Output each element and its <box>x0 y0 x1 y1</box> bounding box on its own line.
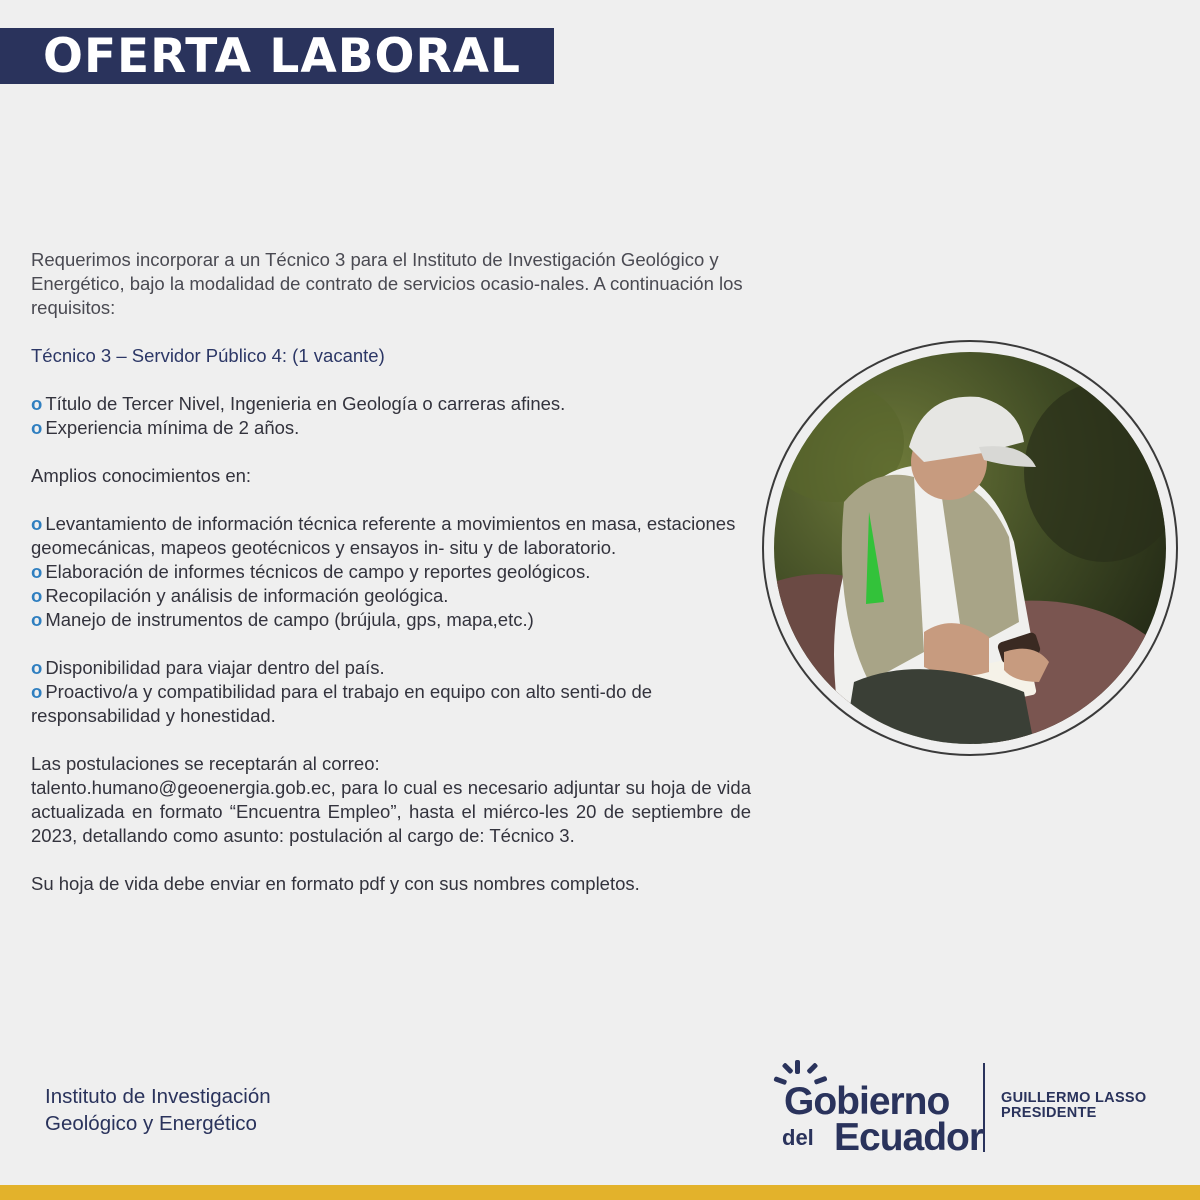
application-intro: Las postulaciones se receptarán al correo: <box>31 753 380 774</box>
knowledge-item <box>31 608 751 632</box>
bullet-icon: o <box>31 393 43 414</box>
gov-logo-word-ecuador: Ecuador <box>834 1116 984 1159</box>
trait-item <box>31 656 751 680</box>
trait-text: Proactivo/a y compatibilidad para el trabajo en equipo con alto senti-do de responsabilidad y honestidad. <box>31 681 653 726</box>
trait-item <box>31 680 751 728</box>
institute-name <box>45 1083 375 1137</box>
bullet-icon: o <box>31 561 43 582</box>
knowledge-item <box>31 584 751 608</box>
institute-name-line1: Instituto de Investigación <box>45 1085 271 1108</box>
geologist-photo <box>774 352 1166 744</box>
requirement-item <box>31 416 751 440</box>
knowledge-item <box>31 560 751 584</box>
logo-divider <box>983 1063 985 1152</box>
trait-text: Disponibilidad para viajar dentro del país. <box>45 657 385 678</box>
knowledge-text: Levantamiento de información técnica referente a movimientos en masa, estaciones geomecánicas, mapeos geotécnicos y ensayos in- situ y de laboratorio. <box>31 513 736 558</box>
intro-paragraph: Requerimos incorporar a un Técnico 3 para el Instituto de Investigación Geológico y Energético, bajo la modalidad de contrato de servicios ocasio-nales. A continuación los requisitos: <box>31 249 743 318</box>
job-description <box>31 248 751 896</box>
knowledge-item <box>31 512 751 560</box>
title-banner <box>0 28 554 84</box>
gov-logo-word-del: del <box>782 1125 814 1150</box>
footer-gold-bar <box>0 1185 1200 1200</box>
institute-name-line2: Geológico y Energético <box>45 1112 257 1135</box>
page-title: OFERTA LABORAL <box>43 29 522 84</box>
requirement-text: Título de Tercer Nivel, Ingenieria en Geología o carreras afines. <box>45 393 566 414</box>
president-title: PRESIDENTE <box>1001 1105 1097 1121</box>
knowledge-text: Elaboración de informes técnicos de campo y reportes geológicos. <box>45 561 591 582</box>
gobierno-ecuador-logo <box>772 1060 984 1159</box>
bullet-icon: o <box>31 681 43 702</box>
requirement-text: Experiencia mínima de 2 años. <box>45 417 300 438</box>
closing-note: Su hoja de vida debe enviar en formato pdf y con sus nombres completos. <box>31 873 640 894</box>
bullet-icon: o <box>31 657 43 678</box>
gov-logo-word-gobierno: Gobierno <box>784 1080 950 1123</box>
application-details: talento.humano@geoenergia.gob.ec, para lo cual es necesario adjuntar su hoja de vida actualizada en formato “Encuentra Empleo”, hasta el miérco-les 20 de septiembre de 2023, detallando como asunto: postulación al cargo de: Técnico 3. <box>31 777 751 846</box>
position-title: Técnico 3 – Servidor Público 4: (1 vacante) <box>31 345 385 366</box>
bullet-icon: o <box>31 609 43 630</box>
bullet-icon: o <box>31 585 43 606</box>
bullet-icon: o <box>31 417 43 438</box>
bullet-icon: o <box>31 513 43 534</box>
requirement-item <box>31 392 751 416</box>
president-name: GUILLERMO LASSO <box>1001 1090 1147 1106</box>
knowledge-text: Recopilación y análisis de información geológica. <box>45 585 449 606</box>
photo-frame <box>762 340 1178 756</box>
knowledge-heading: Amplios conocimientos en: <box>31 465 252 486</box>
knowledge-text: Manejo de instrumentos de campo (brújula, gps, mapa,etc.) <box>45 609 534 630</box>
